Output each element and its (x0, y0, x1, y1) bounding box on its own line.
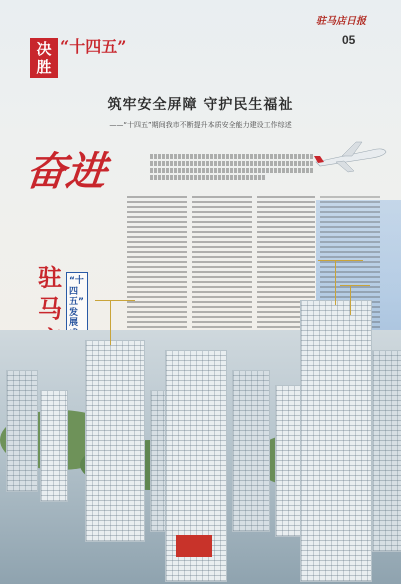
building (300, 300, 372, 582)
building (232, 370, 270, 532)
juesheng-tag: 决胜 (30, 38, 58, 78)
fenjin-calligraphy: 奋进 (23, 148, 109, 195)
crane (110, 300, 111, 345)
building (372, 350, 401, 552)
article-title: 筑牢安全屏障 守护民生福祉 (107, 97, 294, 113)
airplane-illustration (312, 136, 390, 176)
series-title: “十四五” 发展 (69, 276, 84, 328)
newspaper-name: 驻马店日报 (316, 16, 366, 27)
city-photo (0, 330, 401, 584)
shisiwu-tag: “十四五” (60, 37, 127, 56)
article-intro (150, 154, 314, 180)
crane (318, 260, 363, 261)
building (85, 340, 145, 542)
page-number: 05 (342, 33, 356, 47)
building (40, 390, 68, 502)
red-building (176, 535, 212, 557)
crane (95, 300, 135, 301)
city-name: 驻马 (38, 263, 62, 323)
building (6, 370, 38, 492)
crane (335, 260, 336, 305)
crane (350, 285, 351, 315)
crane (340, 285, 370, 286)
article-subtitle: ——“十四五”期间我市不断提升本质安全能力建设工作综述 (109, 121, 292, 129)
